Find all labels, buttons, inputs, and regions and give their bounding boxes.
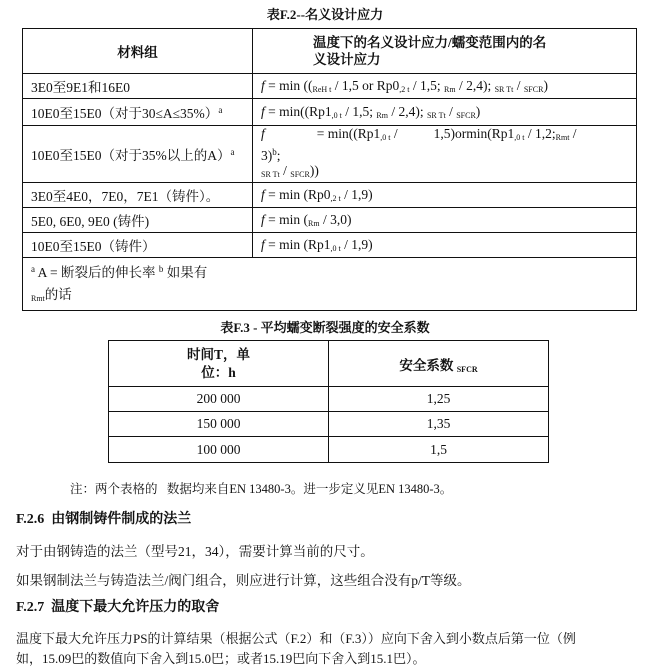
formula-seg: / 2,4); [455, 78, 495, 93]
header-safety-factor [329, 341, 549, 387]
section-heading-f27: F.2.7 温度下最大允许压力的取舍 [16, 600, 220, 615]
formula-seg: ) [475, 104, 481, 119]
formula-seg: ) [543, 78, 548, 93]
material-cell [23, 126, 253, 183]
formula-sub: SR Tt [494, 85, 514, 94]
formula-seg: f [261, 237, 265, 252]
formula-seg: f [261, 187, 265, 202]
footnote-mark: a [230, 147, 235, 157]
formula-seg: = min ( [264, 212, 309, 227]
formula-seg: f [261, 78, 265, 93]
formula-cell [253, 99, 637, 126]
formula-sub: ,0 t [331, 111, 342, 120]
table-row [109, 387, 549, 412]
formula-sub: Rm [444, 85, 456, 94]
formula-sub: SFCR [523, 85, 544, 94]
formula-seg: / 1,5 or Rp0 [331, 78, 400, 93]
formula-seg: = min (( [264, 78, 313, 93]
footnote-mark: a [31, 264, 35, 274]
formula-seg: = min (Rp1 [264, 237, 331, 252]
formula-cell [253, 183, 637, 208]
formula-seg: / 3,0) [319, 212, 352, 227]
header-nominal-stress-line2: 义设计应力 [313, 52, 381, 67]
formula-cell [253, 208, 637, 233]
formula-seg: )) [309, 163, 319, 178]
formula-cell [253, 126, 637, 183]
formula-seg: / [390, 126, 398, 141]
formula-sub: ,0 t [380, 133, 391, 142]
footnote-row [23, 258, 637, 311]
table-header-row [109, 341, 549, 387]
formula-seg: / [279, 163, 291, 178]
table-row [109, 412, 549, 437]
formula-seg: f [261, 126, 265, 141]
formula-seg: / 1,2; [524, 126, 556, 141]
footnote-line [31, 258, 628, 284]
formula-seg: = min (Rp0 [264, 187, 331, 202]
formula-sub: Rmt [555, 133, 570, 142]
table-f2 [22, 28, 637, 311]
formula-cell [253, 74, 637, 99]
footnote-text: 如果有 [163, 265, 208, 280]
formula-seg: / 1,9) [340, 237, 373, 252]
table-row [109, 437, 549, 463]
formula-seg: 3) [261, 148, 273, 163]
formula-seg: f [261, 212, 265, 227]
formula-seg: / 2,4); [387, 104, 427, 119]
material-cell: 3E0至9E1和16E0 [23, 74, 253, 99]
table-row [23, 233, 637, 258]
formula-sub: Rm [308, 219, 320, 228]
formula-cell [253, 233, 637, 258]
paragraph: 对于由钢铸造的法兰（型号21，34），需要计算当前的尺寸。 [16, 544, 374, 559]
material-cell: 3E0至4E0，7E0，7E1（铸件）。 [23, 183, 253, 208]
header-nominal-stress-line1: 温度下的名义设计应力/蠕变范围内的名 [313, 35, 547, 50]
footnote-line [31, 284, 628, 310]
formula-sub: ,2 t [330, 194, 341, 203]
material-cell: 10E0至15E0（铸件） [23, 233, 253, 258]
table-f3-title: 表F.3 - 平均蠕变断裂强度的安全系数 [220, 320, 430, 335]
formula-sub: ,0 t [330, 244, 341, 253]
factor-cell: 1,25 [329, 387, 549, 412]
header-time [109, 341, 329, 387]
formula-seg: ; [276, 148, 281, 163]
table-row [23, 99, 637, 126]
section-heading-f26: F.2.6 由钢制铸件制成的法兰 [16, 512, 192, 527]
header-nominal-stress [253, 29, 637, 74]
header-time-line1: 时间T，单 [186, 346, 250, 362]
footnote-sub: Rmt [31, 294, 45, 303]
formula-sub: SR Tt [261, 170, 280, 179]
formula-seg: 1,5)ormin(Rp1 [433, 126, 515, 141]
formula-seg: / 1,9) [340, 187, 373, 202]
time-cell: 200 000 [109, 387, 329, 412]
table-row [23, 74, 637, 99]
header-safety-factor-text: 安全系数 [399, 357, 457, 373]
formula-sub: Rm [376, 111, 388, 120]
formula-seg: / 1,5; [409, 78, 445, 93]
footnote-mark: a [218, 105, 223, 115]
table-row [23, 126, 637, 183]
formula-sub: ReH t [312, 85, 332, 94]
paragraph-line: 如，15.09巴的数值向下舍入到15.0巴；或者15.19巴向下舍入到15.1巴）。 [16, 651, 426, 666]
table-f2-title: 表F.2--名义设计应力 [266, 7, 384, 22]
formula-seg: f [261, 104, 265, 119]
formula-seg: = min((Rp1 [264, 104, 332, 119]
formula-seg: / [445, 104, 457, 119]
footnote-text: A = 断裂后的伸长率 [35, 265, 159, 280]
time-cell: 150 000 [109, 412, 329, 437]
factor-cell: 1,5 [329, 437, 549, 463]
footnote-mark: b [158, 264, 164, 274]
table-header-row [23, 29, 637, 74]
table-f3 [108, 340, 549, 463]
header-time-line2: 位：h [201, 364, 236, 380]
paragraph: 如果钢制法兰与铸造法兰/阀门组合，则应进行计算，这些组合没有p/T等级。 [16, 573, 471, 588]
footnote-cell [23, 258, 637, 311]
table-note: 注：两个表格的 数据均来自EN 13480-3。进一步定义见EN 13480-3。 [70, 482, 453, 496]
formula-sub: SFCR [290, 170, 310, 179]
header-safety-factor-sub: SFCR [456, 364, 478, 374]
material-text: 10E0至15E0（对于30≤A≤35%） [31, 106, 219, 121]
formula-seg: / 1,5; [341, 104, 377, 119]
table-row [23, 208, 637, 233]
material-cell: 5E0, 6E0, 9E0 (铸件) [23, 208, 253, 233]
header-material-group: 材料组 [23, 29, 253, 74]
formula-sub: ,2 t [399, 85, 410, 94]
formula-sub: SR Tt [426, 111, 446, 120]
factor-cell: 1,35 [329, 412, 549, 437]
formula-seg: = min((Rp1 [316, 126, 381, 141]
time-cell: 100 000 [109, 437, 329, 463]
formula-seg: / [513, 78, 524, 93]
formula-sub: ,0 t [514, 133, 525, 142]
formula-sub: SFCR [456, 111, 476, 120]
formula-seg: / [569, 126, 577, 141]
formula-line [261, 163, 628, 182]
footnote-text: 的话 [44, 287, 72, 302]
footnote-mark: b [272, 147, 277, 157]
material-text: 10E0至15E0（对于35%以上的A） [31, 148, 231, 163]
table-row [23, 183, 637, 208]
material-cell [23, 99, 253, 126]
paragraph-line: 温度下最大允许压力PS的计算结果（根据公式（F.2）和（F.3））应向下舍入到小数点后第一位（例 [16, 631, 576, 646]
formula-line [261, 126, 628, 145]
formula-line [261, 145, 628, 163]
